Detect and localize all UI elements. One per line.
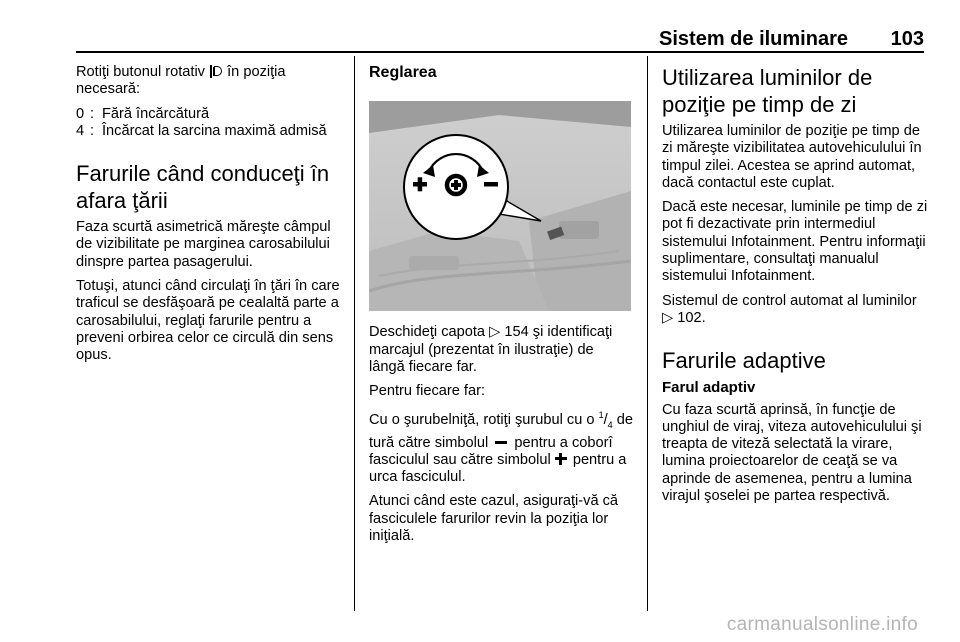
plus-icon: [555, 453, 567, 465]
page-reference-arrow-icon: ▷: [489, 324, 501, 341]
paragraph: Deschideţi capota ▷ 154 şi identificaţi marcajul (prezentat în ilustraţie) de lângă fiecare far.: [369, 324, 613, 375]
list-item: 0 : Fără încărcătură: [76, 105, 210, 122]
load-position-list: [76, 106, 344, 141]
section-heading: Farurile adaptive: [662, 348, 826, 374]
dial-instruction: Rotiţi butonul rotativ în poziţia necesară:: [76, 64, 286, 98]
column-left: [76, 64, 344, 372]
subsection-heading: Farul adaptiv: [662, 379, 756, 397]
watermark: carmanualsonline.info: [726, 614, 918, 635]
page-number: 103: [890, 28, 924, 50]
running-header-title: Sistem de iluminare: [659, 28, 848, 50]
headlight-adjustment-illustration: [369, 101, 631, 311]
page-reference: 154: [504, 324, 529, 341]
section-heading: Utilizarea luminilor de poziţie pe timp de zi: [662, 65, 873, 117]
page-reference: 102.: [677, 309, 706, 326]
page-reference-arrow-icon: ▷: [662, 309, 674, 326]
column-right: [662, 64, 928, 512]
column-divider: [354, 56, 355, 611]
paragraph: Utilizarea luminilor de poziţie pe timp de zi măreşte vizibilitatea autovehiculului în timpul zilei. Acestea se aprind automat, dacă contactul este cuplat.: [662, 123, 922, 191]
header-rule: [76, 51, 924, 53]
quarter-turn-fraction: $^1/_4$: [598, 410, 613, 431]
paragraph: Cu faza scurtă aprinsă, în funcţie de unghiul de viraj, viteza autovehiculului şi treapta de viteză selectată la virare, lumina proiectoarelor de ceaţă se va aprinde de asemenea, pentru a lumina virajul şoselei pe partea respectivă.: [662, 401, 922, 505]
list-item: 4 : Încărcat la sarcina maximă admisă: [76, 122, 327, 139]
paragraph: Faza scurtă asimetrică măreşte câmpul de vizibilitate pe marginea carosabilului dinspre partea pasagerului.: [76, 219, 331, 270]
paragraph: Pentru fiecare far:: [369, 383, 485, 400]
paragraph: Atunci când este cazul, asiguraţi-vă că fasciculele farurilor revin la poziţia lor iniţială.: [369, 493, 619, 545]
paragraph: Cu o şurubelniţă, rotiţi şurubul cu o $^1/_4$ de tură către simbolul pentru a coborî fasciculul sau către simbolul pentru a urca fasciculul.: [369, 410, 633, 486]
minus-icon: [495, 441, 507, 444]
section-heading: Reglarea: [369, 64, 437, 81]
column-middle: [369, 64, 633, 552]
paragraph: Totuşi, atunci când circulaţi în ţări în care traficul se desfăşoară pe cealaltă parte a carosabilului, reglaţi farurile pentru a preveni orbirea celor ce circulă din sens opus.: [76, 278, 340, 364]
section-heading: Farurile când conduceţi în afara ţării: [76, 161, 330, 214]
paragraph: Dacă este necesar, luminile pe timp de zi pot fi dezactivate prin intermediul sistemului Infotainment. Pentru informaţii suplimentare, consultaţi manualul sistemului Infotainment.: [662, 199, 928, 285]
headlight-range-dial-icon: [209, 65, 223, 78]
column-divider: [647, 56, 648, 611]
paragraph: Sistemul de control automat al luminilor ▷ 102.: [662, 292, 917, 326]
